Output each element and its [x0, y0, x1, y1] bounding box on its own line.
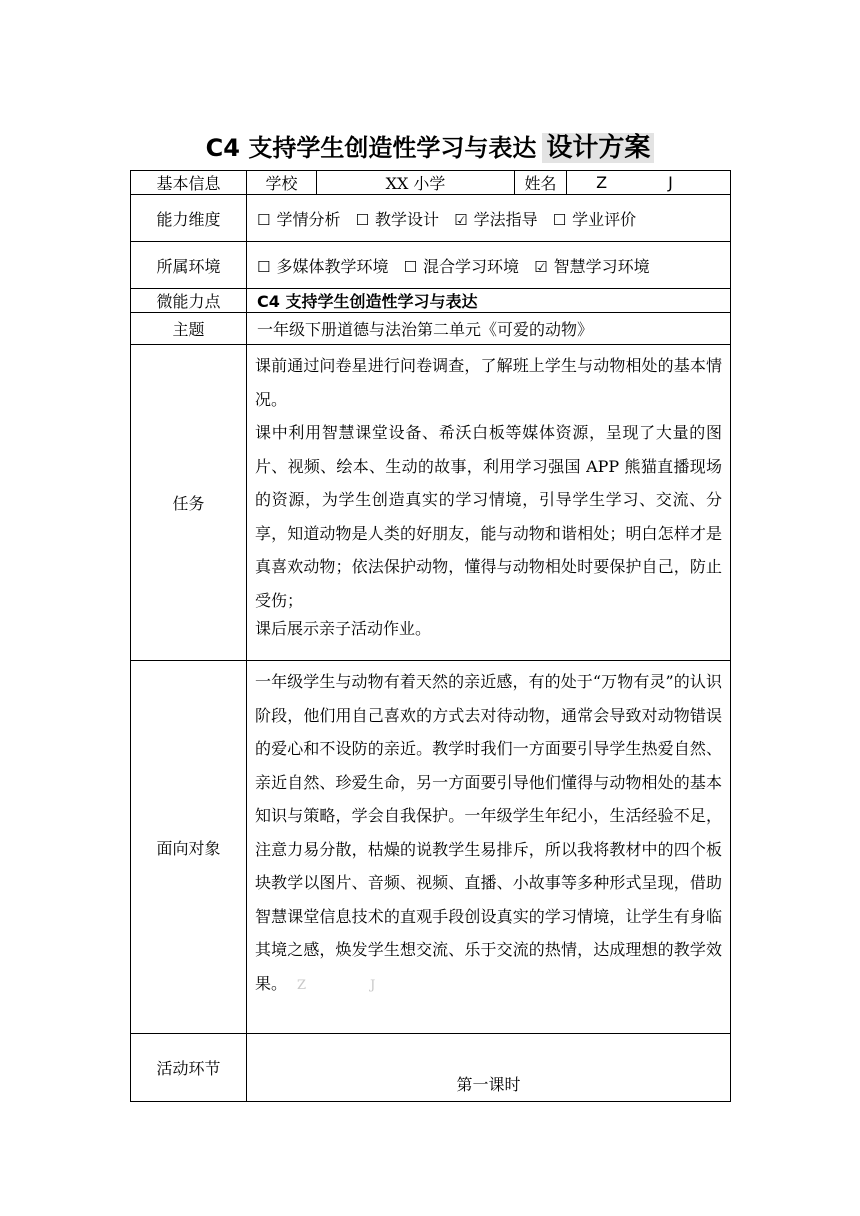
school-label: 学校: [247, 171, 317, 195]
watermark: Z J: [297, 977, 406, 993]
ability-option-3[interactable]: [454, 210, 537, 229]
theme-label: 主题: [131, 313, 247, 345]
target-text: 一年级学生与动物有着天然的亲近感，有的处于“万物有灵”的认识阶段，他们用自己喜欢的方式去对待动物，通常会导致对动物错误的爱心和不设防的亲近。教学时我们一方面要引导学生热爱自然、亲近自然、珍爱生命，另一方面要引导他们懂得与动物相处的基本知识与策略，学会自我保护。一年级学生年纪小，生活经验不足，注意力易分散，枯燥的说教学生易排斥，所以我将教材中的四个板块教学以图片、音频、视频、直播、小故事等多种形式呈现，借助智慧课堂信息技术的直观手段创设真实的学习情境，让学生有身临其境之感，焕发学生想交流、乐于交流的热情，达成理想的教学效果。: [255, 672, 722, 993]
ability-option-1[interactable]: [257, 210, 340, 229]
option-text: 学法指导: [473, 209, 538, 229]
theme-row: [131, 313, 731, 345]
task-label: 任务: [131, 345, 247, 661]
option-text: 教学设计: [375, 209, 440, 229]
ability-options: [247, 195, 731, 242]
environment-option-1[interactable]: [257, 257, 388, 276]
micro-ability-value: C4 支持学生创造性学习与表达: [247, 289, 731, 313]
target-content: [247, 661, 731, 1034]
target-label: 面向对象: [131, 661, 247, 1034]
micro-ability-row: [131, 289, 731, 313]
task-paragraph-2: 课中利用智慧课堂设备、希沃白板等媒体资源，呈现了大量的图片、视频、绘本、生动的故事，利用学习强国 APP 熊猫直播现场的资源，为学生创造真实的学习情境，引导学生学习、交流、分享，知道动物是人类的好朋友，能与动物和谐相处；明白怎样才是真喜欢动物；依法保护动物，懂得与动物相处时要保护自己，防止受伤；: [255, 423, 722, 610]
checkbox-icon: ☐: [355, 210, 370, 229]
option-text: 智慧学习环境: [553, 256, 650, 276]
checkbox-icon: ☐: [257, 257, 271, 276]
design-table: [130, 170, 731, 1102]
target-row: [131, 661, 731, 1034]
activity-row: [131, 1034, 731, 1102]
option-text: 多媒体教学环境: [276, 256, 389, 276]
basic-info-row: [131, 171, 731, 195]
first-period-heading: 第一课时: [247, 1034, 731, 1102]
option-text: 学业评价: [572, 209, 637, 229]
ability-option-2[interactable]: [356, 210, 439, 229]
checkbox-icon: ☐: [257, 210, 271, 229]
title-main: C4 支持学生创造性学习与表达: [205, 134, 537, 162]
checkbox-icon: ☐: [403, 257, 418, 276]
title-highlight: 设计方案: [542, 133, 654, 163]
task-content: [247, 345, 731, 661]
option-text: 混合学习环境: [423, 256, 520, 276]
environment-options: [247, 242, 731, 289]
micro-ability-label: 微能力点: [131, 289, 247, 313]
ability-row: [131, 195, 731, 242]
environment-row: [131, 242, 731, 289]
environment-label: 所属环境: [131, 242, 247, 289]
environment-option-2[interactable]: [404, 257, 519, 276]
ability-option-4[interactable]: [553, 210, 636, 229]
task-paragraph-3: 课后展示亲子活动作业。: [255, 619, 432, 638]
task-paragraph-1: 课前通过问卷星进行问卷调查，了解班上学生与动物相处的基本情况。: [255, 356, 722, 409]
document-title: [0, 128, 860, 168]
environment-option-3[interactable]: [534, 257, 649, 276]
checked-checkbox-icon: ☑: [534, 257, 548, 276]
task-row: [131, 345, 731, 661]
name-label: 姓名: [515, 171, 567, 195]
basic-info-label: 基本信息: [131, 171, 247, 195]
checkbox-icon: ☐: [552, 210, 567, 229]
school-value: XX 小学: [317, 171, 515, 195]
ability-label: 能力维度: [131, 195, 247, 242]
theme-value: 一年级下册道德与法治第二单元《可爱的动物》: [247, 313, 731, 345]
activity-label: 活动环节: [131, 1034, 247, 1102]
name-value: Z J: [567, 171, 731, 195]
option-text: 学情分析: [276, 209, 341, 229]
checked-checkbox-icon: ☑: [454, 210, 468, 229]
